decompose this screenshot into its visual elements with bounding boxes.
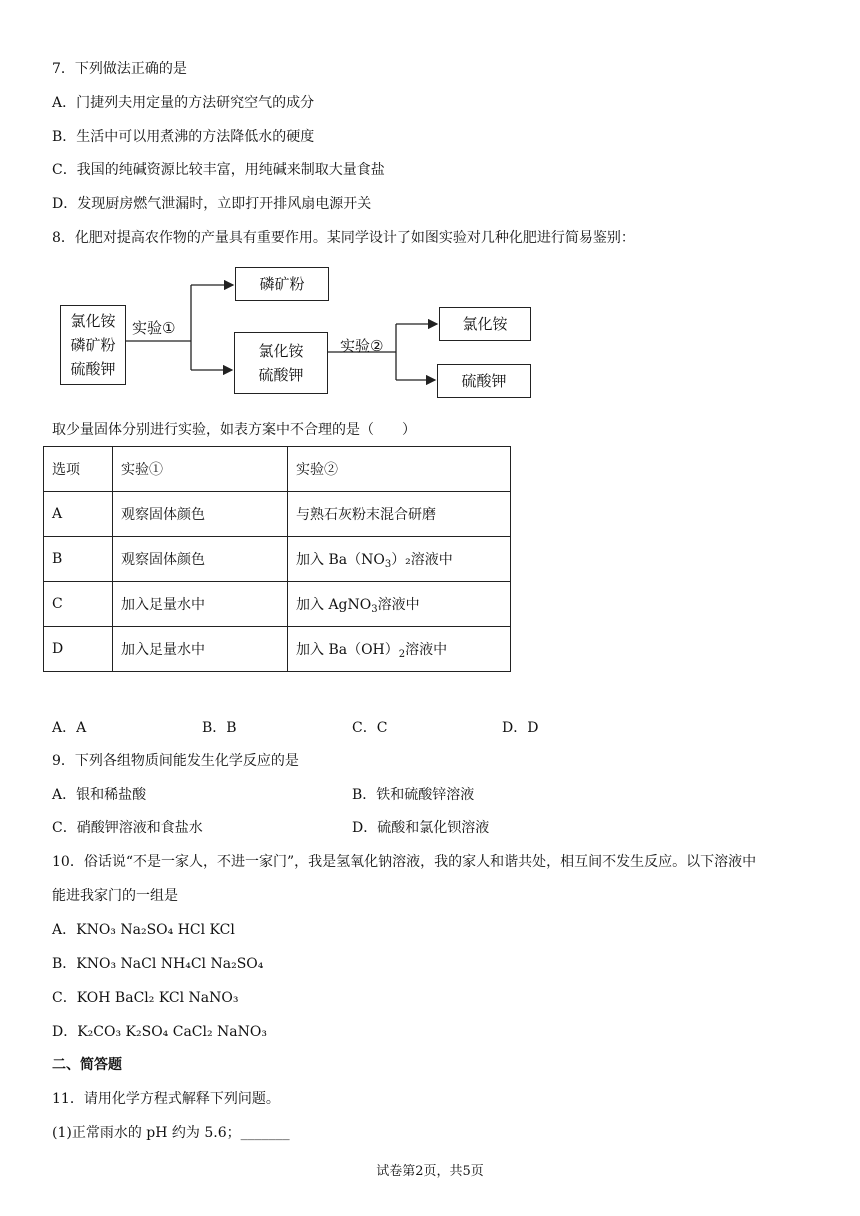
header-option: 选项 bbox=[44, 447, 113, 492]
row-exp2-sub: 2 bbox=[398, 649, 406, 660]
potassium-label: 硫酸钾 bbox=[461, 372, 507, 390]
q10-stem-line2: 能进我家门的一组是 bbox=[52, 888, 178, 904]
q8-answer-c: C．C bbox=[352, 720, 388, 736]
mid-item-potassium: 硫酸钾 bbox=[258, 366, 304, 384]
q7-option-b: B．生活中可以用煮沸的方法降低水的硬度 bbox=[52, 129, 315, 145]
q7-stem: 7．下列做法正确的是 bbox=[52, 61, 187, 77]
row-exp2-tail: ）₂溶液中 bbox=[391, 552, 453, 568]
q9-option-d: D．硫酸和氯化钡溶液 bbox=[352, 820, 490, 836]
q8-answer-d: D．D bbox=[502, 720, 539, 736]
row-exp1: 观察固体颜色 bbox=[113, 492, 288, 537]
q8-answer-a: A．A bbox=[52, 720, 87, 736]
table-header-row bbox=[44, 447, 511, 492]
header-exp1: 实验① bbox=[113, 447, 288, 492]
header-exp2: 实验② bbox=[288, 447, 511, 492]
page-footer: 试卷第2页，共5页 bbox=[376, 1164, 484, 1179]
table-row bbox=[44, 492, 511, 537]
q10-option-d: D．K₂CO₃ K₂SO₄ CaCl₂ NaNO₃ bbox=[52, 1024, 267, 1040]
q10-stem-line1: 10．俗话说“不是一家人，不进一家门”，我是氢氧化钠溶液，我的家人和谐共处，相互间不发生反应。以下溶液中 bbox=[52, 854, 757, 870]
q11-stem: 11．请用化学方程式解释下列问题。 bbox=[52, 1091, 280, 1107]
row-exp2-sub: 3 bbox=[371, 604, 378, 615]
potassium-box bbox=[437, 364, 531, 398]
phosphate-label: 磷矿粉 bbox=[259, 275, 305, 293]
row-exp1: 观察固体颜色 bbox=[113, 537, 288, 582]
row-exp2-sub: 3 bbox=[384, 559, 392, 570]
q8-answer-b: B．B bbox=[202, 720, 237, 736]
q8-intro: 取少量固体分别进行实验，如表方案中不合理的是（ ） bbox=[52, 422, 416, 438]
q9-stem: 9．下列各组物质间能发生化学反应的是 bbox=[52, 753, 299, 769]
row-exp2-tail: 溶液中 bbox=[377, 597, 420, 613]
row-exp2-text: 加入 AgNO bbox=[296, 597, 372, 613]
q9-option-a: A．银和稀盐酸 bbox=[52, 787, 147, 803]
section-heading: 二、简答题 bbox=[52, 1057, 122, 1073]
q7-option-c: C．我国的纯碱资源比较丰富，用纯碱来制取大量食盐 bbox=[52, 162, 385, 178]
q10-option-b: B．KNO₃ NaCl NH₄Cl Na₂SO₄ bbox=[52, 956, 264, 972]
q10-option-a: A．KNO₃ Na₂SO₄ HCl KCl bbox=[52, 922, 235, 938]
row-exp1: 加入足量水中 bbox=[113, 582, 288, 627]
phosphate-box bbox=[235, 267, 329, 301]
exp1-label: 实验① bbox=[132, 319, 176, 337]
table-row bbox=[44, 582, 511, 627]
ammonium-label: 氯化铵 bbox=[462, 315, 508, 333]
table-row bbox=[44, 537, 511, 582]
row-exp2-text: 加入 Ba（NO bbox=[296, 552, 385, 568]
row-option: B bbox=[44, 537, 113, 582]
start-item-potassium: 硫酸钾 bbox=[70, 360, 116, 378]
q7-option-d: D．发现厨房燃气泄漏时，立即打开排风扇电源开关 bbox=[52, 196, 372, 212]
row-exp2-tail: 溶液中 bbox=[405, 642, 448, 658]
row-exp2 bbox=[288, 627, 511, 672]
row-exp2 bbox=[288, 582, 511, 627]
q11-sub1: (1)正常雨水的 pH 约为 5.6；_______ bbox=[52, 1125, 290, 1141]
flowchart-arrows bbox=[0, 0, 860, 420]
row-exp2 bbox=[288, 492, 511, 537]
q10-option-c: C．KOH BaCl₂ KCl NaNO₃ bbox=[52, 990, 239, 1006]
table-row bbox=[44, 627, 511, 672]
mid-item-ammonium: 氯化铵 bbox=[258, 342, 304, 360]
row-exp2-text: 加入 Ba（OH） bbox=[296, 642, 399, 658]
row-option: A bbox=[44, 492, 113, 537]
q9-option-c: C．硝酸钾溶液和食盐水 bbox=[52, 820, 203, 836]
ammonium-box bbox=[439, 307, 531, 341]
start-item-ammonium: 氯化铵 bbox=[70, 312, 116, 330]
row-option: C bbox=[44, 582, 113, 627]
row-exp2 bbox=[288, 537, 511, 582]
options-table bbox=[43, 446, 511, 672]
start-item-phosphate: 磷矿粉 bbox=[70, 336, 116, 354]
q9-option-b: B．铁和硫酸锌溶液 bbox=[352, 787, 475, 803]
q8-stem: 8．化肥对提高农作物的产量具有重要作用。某同学设计了如图实验对几种化肥进行简易鉴别： bbox=[52, 230, 635, 246]
q7-option-a: A．门捷列夫用定量的方法研究空气的成分 bbox=[52, 95, 315, 111]
row-exp1: 加入足量水中 bbox=[113, 627, 288, 672]
start-box bbox=[60, 305, 126, 385]
row-exp2-text: 与熟石灰粉末混合研磨 bbox=[296, 507, 436, 523]
mid-box bbox=[234, 332, 328, 394]
exp2-label: 实验② bbox=[340, 337, 384, 355]
row-option: D bbox=[44, 627, 113, 672]
